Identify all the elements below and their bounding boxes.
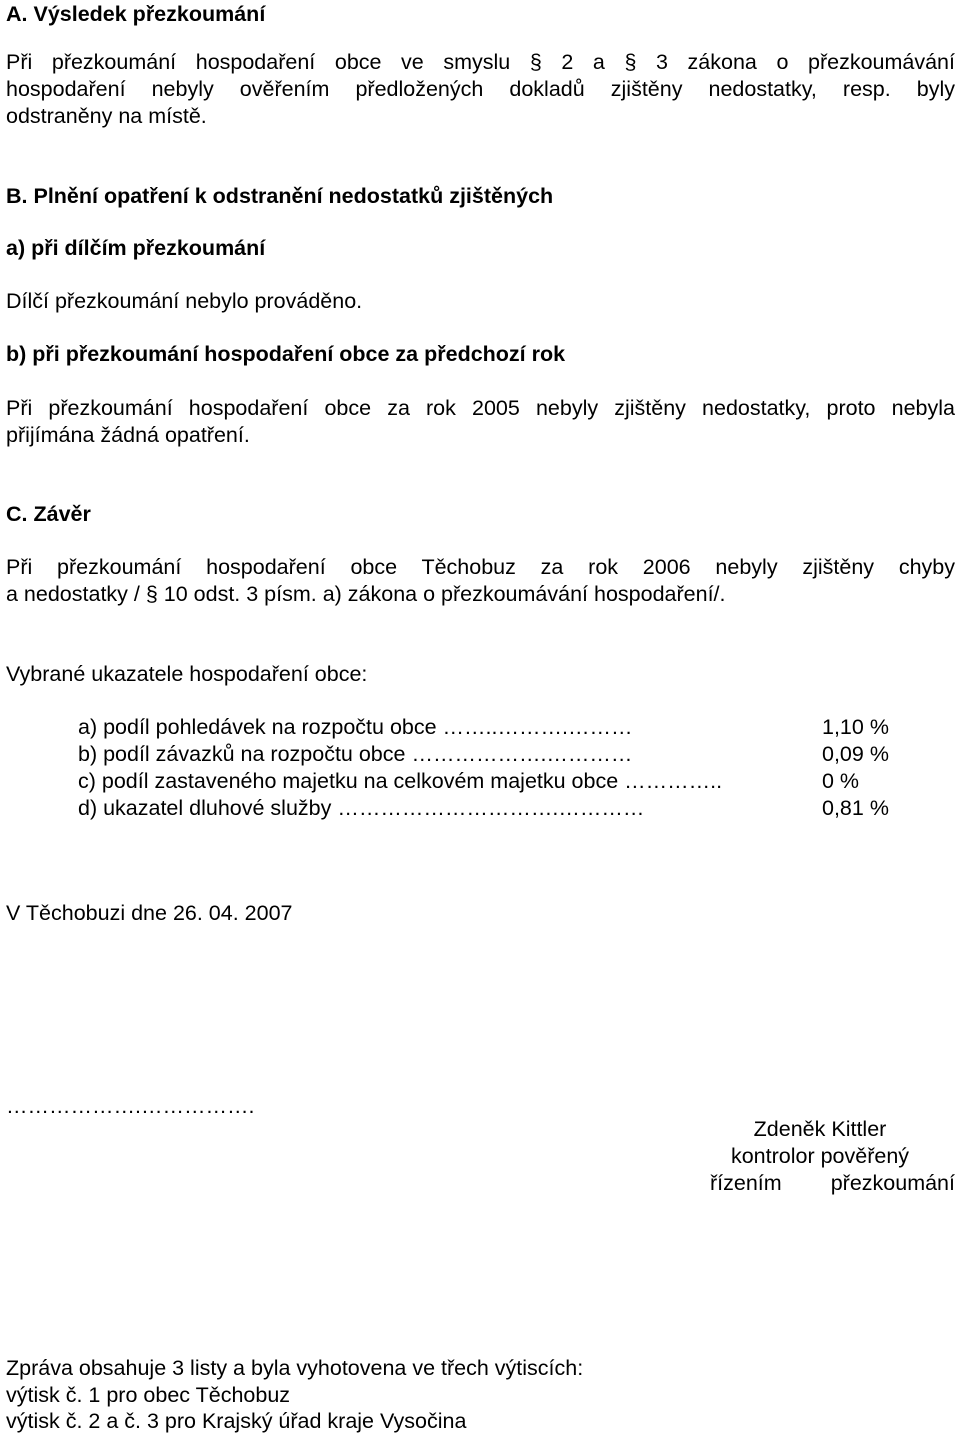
indicator-row <box>78 715 898 741</box>
footer-line-3: výtisk č. 2 a č. 3 pro Krajský úřad kraje Vysočina <box>6 1409 467 1433</box>
indicators-heading: Vybrané ukazatele hospodaření obce: <box>6 662 368 686</box>
indicator-value: 1,10 % <box>822 715 889 739</box>
indicator-label: b) podíl závazků na rozpočtu obce ……………….………… <box>78 742 633 766</box>
signatory-name: Zdeněk Kittler <box>753 1117 887 1141</box>
section-a-line-3: odstraněny na místě. <box>6 104 207 128</box>
signatory-role-line-2: řízením přezkoumání <box>710 1171 955 1195</box>
indicator-label: d) ukazatel dluhové služby ………………………….………… <box>78 796 645 820</box>
place-date: V Těchobuzi dne 26. 04. 2007 <box>6 901 293 925</box>
signature-dots: ……………….……………. <box>6 1094 255 1118</box>
section-c-line-2: a nedostatky / § 10 odst. 3 písm. a) zákona o přezkoumávání hospodaření/. <box>6 582 726 606</box>
indicator-value: 0,09 % <box>822 742 889 766</box>
indicator-value: 0 % <box>822 769 860 793</box>
section-c-heading: C. Závěr <box>6 502 91 526</box>
section-a-line-2: hospodaření nebyly ověřením předložených dokladů zjištěny nedostatky, resp. byly <box>6 77 955 101</box>
section-b-sub-a-heading: a) při dílčím přezkoumání <box>6 236 266 260</box>
section-b-sub-a-text: Dílčí přezkoumání nebylo prováděno. <box>6 289 363 313</box>
section-b-sub-b-heading: b) při přezkoumání hospodaření obce za předchozí rok <box>6 342 566 366</box>
section-a-heading: A. Výsledek přezkoumání <box>6 2 266 26</box>
footer-line-1: Zpráva obsahuje 3 listy a byla vyhotovena ve třech výtiscích: <box>6 1356 584 1380</box>
indicator-value: 0,81 % <box>822 796 889 820</box>
section-b-heading: B. Plnění opatření k odstranění nedostatků zjištěných <box>6 184 554 208</box>
section-b-sub-b-line-2: přijímána žádná opatření. <box>6 423 250 447</box>
section-b-sub-b-line-1: Při přezkoumání hospodaření obce za rok 2005 nebyly zjištěny nedostatky, proto nebyla <box>6 396 955 420</box>
signatory-role-line-1: kontrolor pověřený <box>730 1144 910 1168</box>
indicator-row <box>78 769 898 795</box>
section-c-line-1: Při přezkoumání hospodaření obce Těchobuz za rok 2006 nebyly zjištěny chyby <box>6 555 955 579</box>
indicator-label: c) podíl zastaveného majetku na celkovém majetku obce ………….. <box>78 769 723 793</box>
indicator-row <box>78 796 898 822</box>
indicator-label: a) podíl pohledávek na rozpočtu obce ……..……….……… <box>78 715 633 739</box>
section-a-line-1: Při přezkoumání hospodaření obce ve smyslu § 2 a § 3 zákona o přezkoumávání <box>6 50 955 74</box>
indicator-row <box>78 742 898 768</box>
footer-line-2: výtisk č. 1 pro obec Těchobuz <box>6 1383 291 1407</box>
